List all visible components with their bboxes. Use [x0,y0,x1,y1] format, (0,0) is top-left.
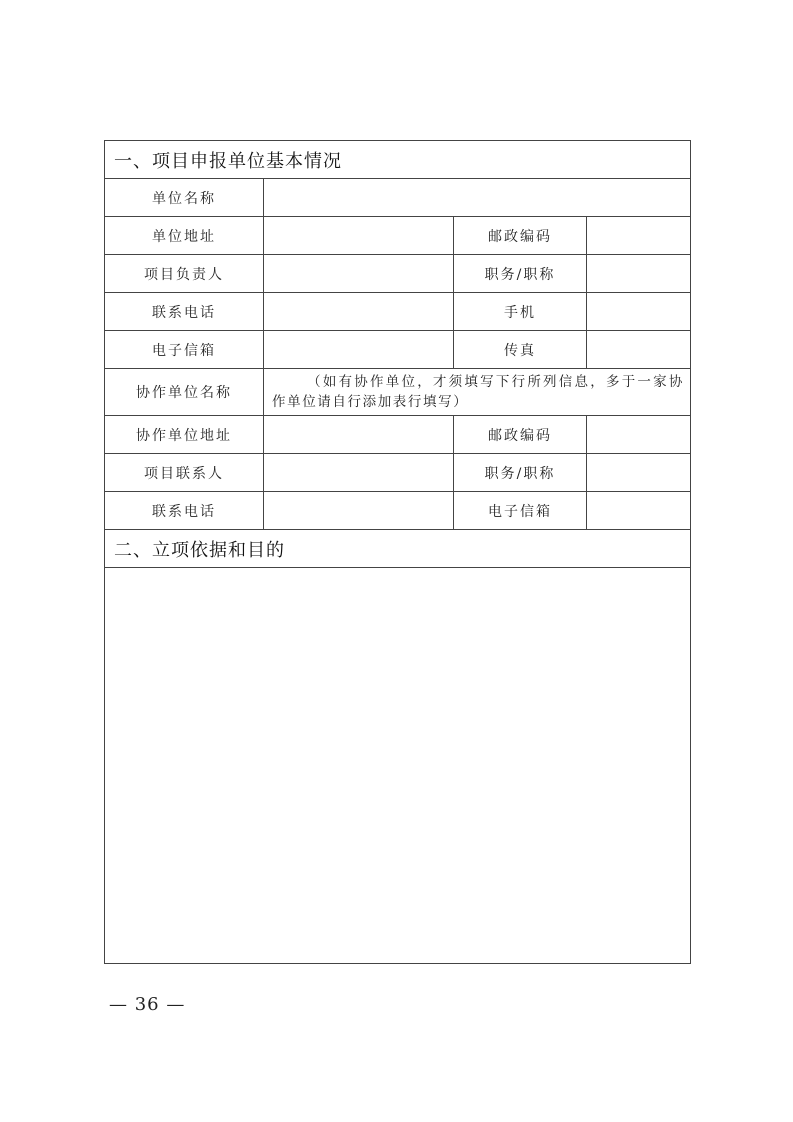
coop-address-label: 协作单位地址 [105,416,264,453]
row-coop-unit-name [105,369,690,416]
coop-unit-name-label: 协作单位名称 [105,369,264,415]
project-leader-label: 项目负责人 [105,255,264,292]
unit-name-field[interactable] [264,179,690,216]
project-leader-field[interactable] [264,255,454,292]
coop-unit-note[interactable]: （如有协作单位，才须填写下行所列信息，多于一家协作单位请自行添加表行填写） [272,374,684,410]
row-unit-name [105,179,690,217]
coop-email-label: 电子信箱 [454,492,587,529]
mobile-field[interactable] [587,293,690,330]
application-form-table [104,140,691,964]
contact-title-label: 职务/职称 [454,454,587,491]
unit-name-label: 单位名称 [105,179,264,216]
leader-title-field[interactable] [587,255,690,292]
row-unit-address [105,217,690,255]
section-2-title: 二、立项依据和目的 [114,539,285,561]
fax-field[interactable] [587,331,690,368]
unit-address-field[interactable] [264,217,454,254]
leader-title-label: 职务/职称 [454,255,587,292]
row-project-contact [105,454,690,492]
section-1-title: 一、项目申报单位基本情况 [114,150,342,172]
row-project-leader [105,255,690,293]
postal-code-label: 邮政编码 [454,217,587,254]
contact-phone-field[interactable] [264,293,454,330]
contact-title-field[interactable] [587,454,690,491]
contact-phone-label: 联系电话 [105,293,264,330]
fax-label: 传真 [454,331,587,368]
row-coop-address [105,416,690,454]
project-contact-field[interactable] [264,454,454,491]
coop-phone-label: 联系电话 [105,492,264,529]
section-2-header [105,530,690,568]
project-contact-label: 项目联系人 [105,454,264,491]
coop-postal-code-field[interactable] [587,416,690,453]
section-2-content-area[interactable] [105,568,690,963]
coop-phone-field[interactable] [264,492,454,529]
mobile-label: 手机 [454,293,587,330]
coop-address-field[interactable] [264,416,454,453]
row-contact-phone [105,293,690,331]
email-field[interactable] [264,331,454,368]
page-number: — 36 — [109,994,186,1015]
coop-postal-code-label: 邮政编码 [454,416,587,453]
coop-email-field[interactable] [587,492,690,529]
unit-address-label: 单位地址 [105,217,264,254]
row-email [105,331,690,369]
email-label: 电子信箱 [105,331,264,368]
section-1-header [105,141,690,179]
row-coop-phone [105,492,690,530]
postal-code-field[interactable] [587,217,690,254]
